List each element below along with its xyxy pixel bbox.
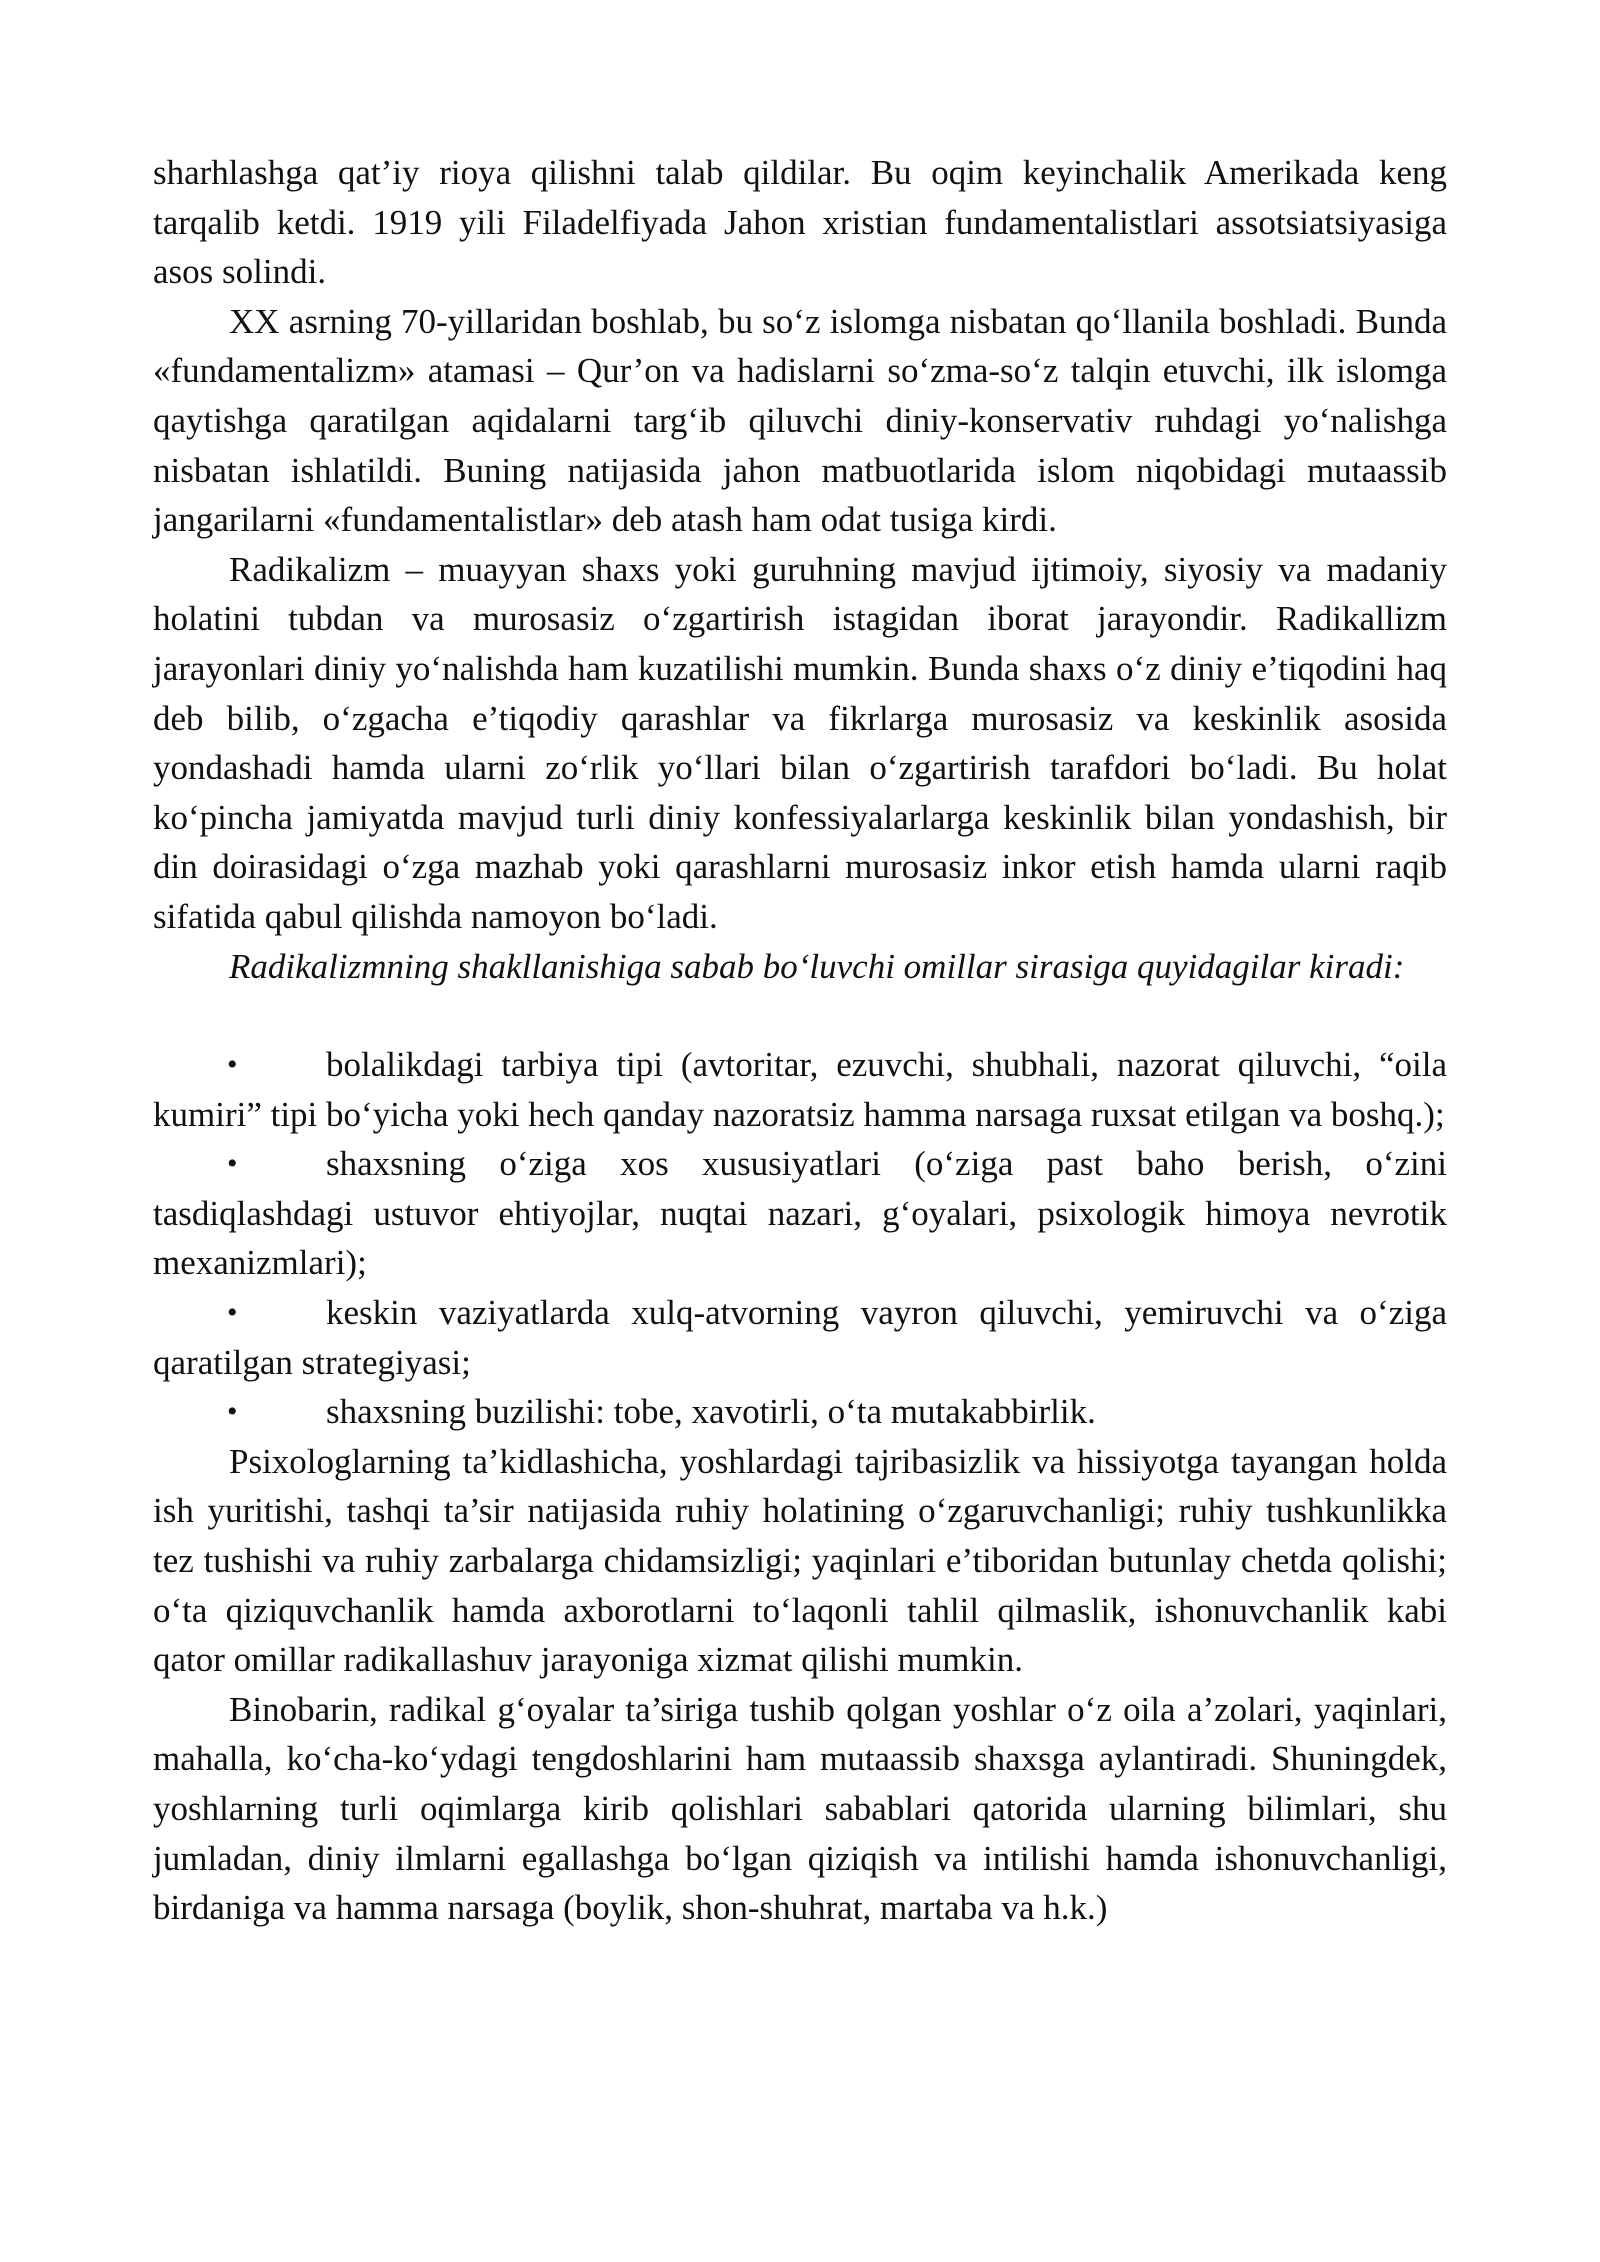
list-item-text: keskin vaziyatlarda xulq-atvorning vayron qiluvchi, yemiruvchi va o‘ziga qaratilgan strategiyasi; <box>153 1293 1447 1382</box>
bullet-icon: • <box>227 1147 238 1181</box>
document-page <box>153 148 1447 1933</box>
paragraph: XX asrning 70-yillaridan boshlab, bu so‘z islomga nisbatan qo‘llanila boshladi. Bunda «fundamentalizm» atamasi – Qur’on va hadislarni so‘zma-so‘z talqin etuvchi, ilk islomga qaytishga qaratilgan aqidalarni targ‘ib qiluvchi diniy-konservativ ruhdagi yo‘nalishga nisbatan ishlatildi. Buning natijasida jahon matbuotlarida islom niqobidagi mutaassib jangarilarni «fundamentalistlar» deb atash ham odat tusiga kirdi. <box>153 301 1447 540</box>
list-item <box>153 1139 1447 1288</box>
bullet-icon: • <box>227 1048 238 1082</box>
paragraph: Radikalizm – muayyan shaxs yoki guruhning mavjud ijtimoiy, siyosiy va madaniy holatini tubdan va murosasiz o‘zgartirish istagidan iborat jarayondir. Radikallizm jarayonlari diniy yo‘nalishda ham kuzatilishi mumkin. Bunda shaxs o‘z diniy e’tiqodini haq deb bilib, o‘zgacha e’tiqodiy qarashlar va fikrlarga murosasiz va keskinlik asosida yondashadi hamda ularni zo‘rlik yo‘llari bilan o‘zgartirish tarafdori bo‘ladi. Bu holat ko‘pincha jamiyatda mavjud turli diniy konfessiyalarlarga keskinlik bilan yondashish, bir din doirasidagi o‘zga mazhab yoki qarashlarni murosasiz inkor etish hamda ularni raqib sifatida qabul qilishda namoyon bo‘ladi. <box>153 549 1447 936</box>
bullet-icon: • <box>227 1296 238 1330</box>
list-item <box>153 1387 1447 1437</box>
list-item-text: bolalikdagi tarbiya tipi (avtoritar, ezuvchi, shubhali, nazorat qiluvchi, “oila kumiri” tipi bo‘yicha yoki hech qanday nazoratsiz hamma narsaga ruxsat etilgan va boshq.); <box>153 1045 1447 1134</box>
paragraph: Psixologlarning ta’kidlashicha, yoshlardagi tajribasizlik va hissiyotga tayangan holda ish yuritishi, tashqi ta’sir natijasida ruhiy holatining o‘zgaruvchanligi; ruhiy tushkunlikka tez tushishi va ruhiy zarbalarga chidamsizligi; yaqinlari e’tiboridan butunlay chetda qolishi; o‘ta qiziquvchanlik hamda axborotlarni to‘laqonli tahlil qilmaslik, ishonuvchanlik kabi qator omillar radikallashuv jarayoniga xizmat qilishi mumkin. <box>153 1441 1447 1680</box>
list-item <box>153 1288 1447 1387</box>
list-item-text: shaxsning buzilishi: tobe, xavotirli, o‘ta mutakabbirlik. <box>326 1392 1096 1432</box>
bullet-icon: • <box>227 1395 238 1429</box>
paragraph: Binobarin, radikal g‘oyalar ta’siriga tushib qolgan yoshlar o‘z oila a’zolari, yaqinlari, mahalla, ko‘cha-ko‘ydagi tengdoshlarini ham mutaassib shaxsga aylantiradi. Shuningdek, yoshlarning turli oqimlarga kirib qolishlari sabablari qatorida ularning bilimlari, shu jumladan, diniy ilmlarni egallashga bo‘lgan qiziqish va intilishi hamda ishonuvchanligi, birdaniga va hamma narsaga (boylik, shon-shuhrat, martaba va h.k.) <box>153 1689 1447 1928</box>
spacer <box>153 991 1447 1040</box>
paragraph: sharhlashga qat’iy rioya qilishni talab qildilar. Bu oqim keyinchalik Amerikada keng tarqalib ketdi. 1919 yili Filadelfiyada Jahon xristian fundamentalistlari assotsiatsiyasiga asos solindi. <box>153 153 1447 292</box>
section-lead-in: Radikalizmning shakllanishiga sabab bo‘luvchi omillar sirasiga quyidagilar kiradi: <box>229 946 1405 986</box>
list-item <box>153 1040 1447 1139</box>
list-item-text: shaxsning o‘ziga xos xususiyatlari (o‘ziga past baho berish, o‘zini tasdiqlashdagi ustuvor ehtiyojlar, nuqtai nazari, g‘oyalari, psixologik himoya nevrotik mexanizmlari); <box>153 1144 1447 1283</box>
